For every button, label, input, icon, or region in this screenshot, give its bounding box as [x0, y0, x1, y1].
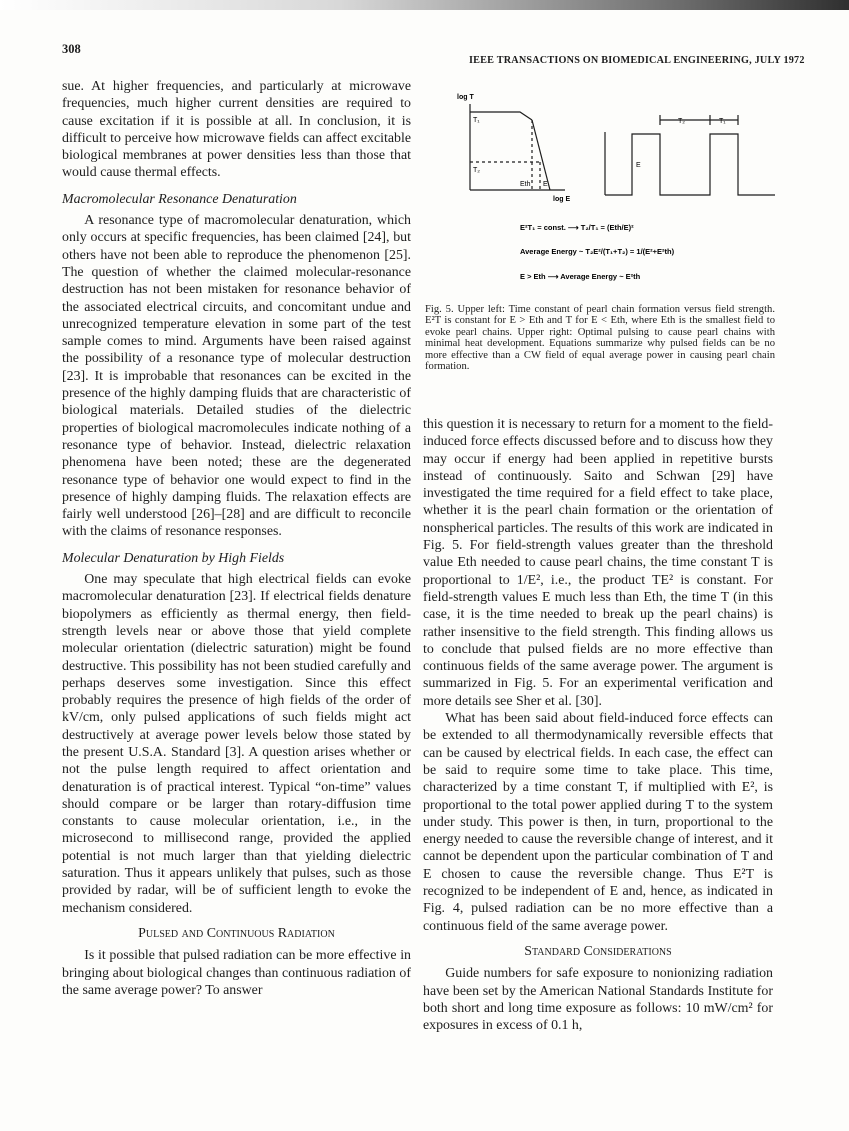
figure-caption: Fig. 5. Upper left: Time constant of pearl chain formation versus field strength. E²T is constant for E > Eth and T for E < Eth, where Eth is the smallest field to evoke pearl chains. Upper right: Optimal pulsing to cause pearl chains with minimal heat development. Equations summarize why pulsed fields can be no more effective than a CW field of equal average power in causing pearl chain formation.	[425, 304, 775, 373]
page-number: 308	[62, 42, 81, 56]
left-paragraph-2: A resonance type of macromolecular denaturation, which only occurs at specific frequencies, has been claimed [24], but others have not been able to reproduce the phenomenon [25]. The question of whether the claimed molecular-resonance destruction has not been mistaken for resonance behavior of the associated electrical circuits, and concomitant undue and unrecognized temperature elevation in some part of the test sample comes to mind. Arguments have been raised against the possibility of a resonance type of molecular destruction [23]. It is improbable that resonances can be excited in the presence of the highly damping fluids that are characteristic of biological materials. Detailed studies of the dielectric properties of biological macromolecules indicate nothing of a resonance type of behavior. Instead, dielectric relaxation phenomena have been noted; these are the degenerated resonance type of behavior one would expect to find in the presence of highly damping fluids. The relaxation effects are fairly well understood [26]–[28] and are difficult to reconcile with the claims of resonance responses.	[62, 213, 411, 540]
left-paragraph-3: One may speculate that high electrical fields can evoke macromolecular denaturation [23]. If electrical fields denature biopolymers as efficiently as thermal energy, then field-strength levels near or above those that yield complete molecular orientation (dielectric saturation) might be found destructive. This possibility has not been studied carefully and perhaps deserves some investigation. Since this effect probably requires the presence of high fields of the order of kV/cm, only pulsed applications of such fields might act destructively at average power levels below those stated by the present U.S.A. Standard [3]. A question arises whether or not the pulse length required to affect orientation and denaturation is of practical interest. Typical “on-time” values should compare or be larger than rotary-diffusion time constants to cause molecular orientation, i.e., in the microsecond to millisecond range, provided the applied potential is not much larger than that yielding dielectric saturation. Thus it appears unlikely that pulses, such as those provided by radar, will be of sufficient length to evoke the mechanism considered.	[62, 572, 411, 916]
section-heading-standard: Standard Considerations	[524, 943, 672, 959]
x-axis-label: log E	[553, 196, 571, 203]
scan-top-band	[0, 0, 849, 10]
figure-5	[440, 82, 785, 292]
pulse-e-label: E	[636, 162, 641, 169]
e-label: E	[543, 181, 548, 188]
left-paragraph-1: sue. At higher frequencies, and particularly at microwave frequencies, much higher current densities are required to cause excitation if it is possible at all. In conclusion, it is difficult to perceive how microwave fields can affect excitable biological membranes at power densities less than those that would cause thermal effects.	[62, 79, 411, 181]
running-head: IEEE TRANSACTIONS ON BIOMEDICAL ENGINEERING, JULY 1972	[469, 55, 805, 66]
log-plot	[470, 104, 565, 190]
equation-3: E > Eth ⟶ Average Energy ~ E²th	[520, 272, 641, 281]
section-heading-resonance: Macromolecular Resonance Denaturation	[62, 191, 297, 207]
t1-label: T₁	[473, 117, 480, 124]
section-heading-pulsed: Pulsed and Continuous Radiation	[138, 925, 335, 941]
pulse-t2-label: T₂	[678, 118, 685, 125]
t2-label: T₂	[473, 167, 480, 174]
right-column	[423, 416, 773, 1034]
right-paragraph-1: this question it is necessary to return for a moment to the field-induced force effects discussed before and to discuss how they may occur if energy had been applied in repetitive bursts instead of continuously. Saito and Schwan [29] have investigated the time required for a field effect to take place, whether it is the pearl chain formation or the orientation of nonspherical particles. The results of this work are indicated in Fig. 5. For field-strength values greater than the threshold value Eth needed to cause pearl chains, the time constant T is proportional to 1/E², i.e., the product TE² is constant. For field-strength values E much less than Eth, the time T (in this case, it is the time needed to break up the pearl chains) is rather insensitive to the field strength. This finding allows us to conclude that pulsed fields are no more effective than continuous fields of the same average power. The argument is summarized in Fig. 5. For an experimental verification and more details see Sher et al. [30].	[423, 417, 773, 709]
y-axis-label: log T	[457, 94, 474, 101]
left-paragraph-4: Is it possible that pulsed radiation can be more effective in bringing about biological changes than continuous radiation of the same average power? To answer	[62, 948, 411, 998]
section-heading-high-fields: Molecular Denaturation by High Fields	[62, 550, 285, 566]
equation-1: E²T₁ = const. ⟶ T₂/T₁ = (Eth/E)²	[520, 223, 634, 232]
pulse-t1-label: T₁	[719, 118, 726, 125]
pulse-train	[605, 115, 775, 195]
eth-label: Eth	[520, 181, 531, 188]
equation-2: Average Energy ~ T₂E²/(T₁+T₂) = 1/(E²+E²th)	[520, 247, 675, 256]
right-paragraph-2: What has been said about field-induced force effects can be extended to all thermodynamically reversible effects that can be caused by electrical fields. In each case, the effect can be said to require some time to take place. This time, characterized by a time constant T, if multiplied with E², is proportional to the total power applied during T to the system under study. This power is then, in turn, proportional to the energy needed to cause the reversible change of interest, and it cannot be dependent upon the particular combination of T and E chosen to cause the reversible change. Thus E²T is recognized to be independent of E and, hence, as indicated in Fig. 4, pulsed radiation can be no more effective than a continuous field of the same average power.	[423, 711, 773, 934]
left-column	[62, 78, 411, 999]
right-paragraph-3: Guide numbers for safe exposure to nonionizing radiation have been set by the American National Standards Institute for both short and long time exposure as follows: 10 mW/cm² for exposures in excess of 0.1 h,	[423, 966, 773, 1034]
